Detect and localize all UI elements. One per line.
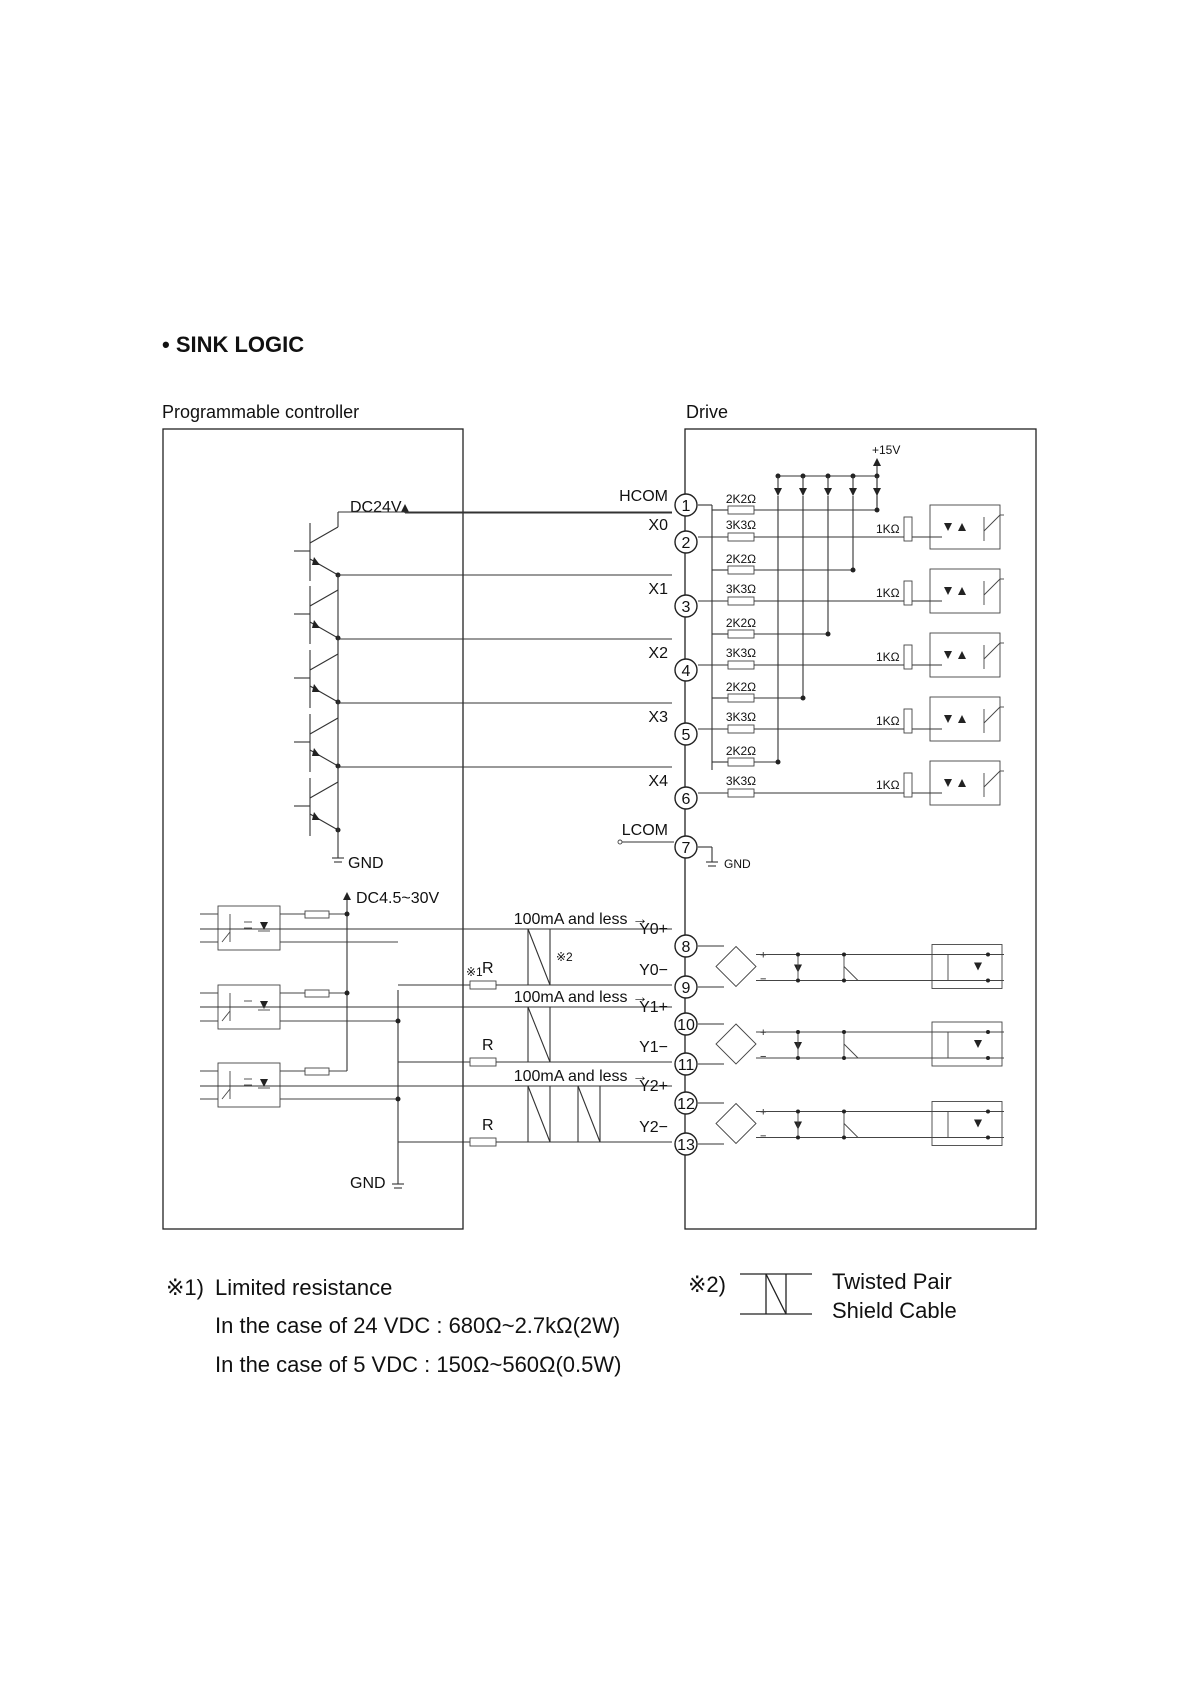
- transistor-arrow-1: [312, 620, 320, 628]
- y2-opto-led: [974, 1120, 982, 1128]
- current-limit-label-1: 100mA and less →: [513, 989, 648, 1006]
- x0-resistor-3k3: [728, 533, 754, 541]
- plus15-label: +15V: [872, 443, 901, 457]
- x1-opto-led: [944, 587, 952, 595]
- limit-resistor-0: [470, 981, 496, 989]
- receiver-resistor-0: [305, 911, 329, 918]
- gnd-junction-1: [396, 1097, 401, 1102]
- note2-line2: Shield Cable: [832, 1298, 957, 1323]
- x3-opto-collector: [984, 707, 1000, 723]
- drive-label: Drive: [686, 402, 729, 422]
- x4-1k-label: 1KΩ: [876, 778, 900, 792]
- x1-pullup-junction: [851, 568, 856, 573]
- x4-resistor-3k3: [728, 789, 754, 797]
- y1-opto-led: [974, 1040, 982, 1048]
- gnd-label-input: GND: [348, 855, 384, 872]
- x3-resistor-2k2: [728, 694, 754, 702]
- dc45-label: DC4.5~30V: [356, 890, 440, 907]
- y1-plus-sign: +: [760, 1027, 767, 1039]
- terminal-7-number: 7: [681, 840, 691, 857]
- x4-2k2-label: 2K2Ω: [725, 744, 757, 758]
- x3-opto-led2: [958, 715, 966, 723]
- x1-opto-led2: [958, 587, 966, 595]
- terminal-8-number: 8: [681, 939, 691, 956]
- resistor-note-mark: ※1: [466, 965, 483, 979]
- x3-1k-label: 1KΩ: [876, 714, 900, 728]
- terminal-2-name: X0: [648, 517, 668, 534]
- dc24v-label: DC24V: [350, 499, 402, 516]
- x2-opto-led: [944, 651, 952, 659]
- y1-optocoupler: [932, 1022, 1002, 1066]
- limit-resistor-2: [470, 1138, 496, 1146]
- y1-node-top-2: [986, 1030, 990, 1034]
- receiver-resistor-1: [305, 990, 329, 997]
- y0-plus-sign: +: [760, 949, 767, 962]
- x4-opto-led2: [958, 779, 966, 787]
- x2-opto-collector: [984, 643, 1000, 659]
- twist-b-2: [528, 1086, 550, 1142]
- terminal-1-name: HCOM: [619, 488, 668, 505]
- transistor-collector-2: [310, 654, 338, 670]
- y1-minus-sign: −: [760, 1051, 767, 1063]
- y2-bridge-rectifier: [716, 1104, 756, 1144]
- x1-1k-label: 1KΩ: [876, 586, 900, 600]
- x4-opto-collector: [984, 771, 1000, 787]
- pullup-arrow-1: [799, 488, 807, 496]
- limit-resistor-label-2: R: [482, 1117, 494, 1134]
- gnd-junction-0: [396, 1019, 401, 1024]
- x0-3k3-label: 3K3Ω: [725, 518, 757, 532]
- dc45-junction-1: [345, 991, 350, 996]
- y0-transistor-emitter: [844, 967, 858, 981]
- x1-resistor-1k: [904, 581, 912, 605]
- x0-opto-collector: [984, 515, 1000, 531]
- x0-optocoupler: [930, 505, 1000, 549]
- receiver-resistor-2: [305, 1068, 329, 1075]
- y1-node-bot-2: [986, 1056, 990, 1060]
- terminal-6-name: X4: [648, 773, 668, 790]
- x0-2k2-label: 2K2Ω: [725, 492, 757, 506]
- x1-opto-collector: [984, 579, 1000, 595]
- x0-opto-led: [944, 523, 952, 531]
- terminal-6-number: 6: [681, 791, 691, 808]
- limit-resistor-label-1: R: [482, 1037, 494, 1054]
- x2-optocoupler: [930, 633, 1000, 677]
- y0-bridge-rectifier: [716, 947, 756, 987]
- x0-1k-label: 1KΩ: [876, 522, 900, 536]
- y1-node-bot-1: [842, 1056, 846, 1060]
- terminal-5-number: 5: [681, 727, 691, 744]
- terminal-3-number: 3: [681, 599, 691, 616]
- terminal-9-name: Y0−: [639, 962, 668, 979]
- y1-transistor-emitter: [844, 1044, 858, 1058]
- limit-resistor-label-0: R: [482, 960, 494, 977]
- receiver-led-1: [260, 1001, 268, 1009]
- receiver-emitter-2: [222, 1089, 230, 1099]
- x0-resistor-1k: [904, 517, 912, 541]
- x4-optocoupler: [930, 761, 1000, 805]
- terminal-1-number: 1: [681, 498, 691, 515]
- pullup-arrow-2: [824, 488, 832, 496]
- dc45-junction-0: [345, 912, 350, 917]
- x2-3k3-label: 3K3Ω: [725, 646, 757, 660]
- y2-node-bot-2: [986, 1136, 990, 1140]
- x1-resistor-2k2: [728, 566, 754, 574]
- pullup-arrow-3: [849, 488, 857, 496]
- y2-node-bot-1: [842, 1136, 846, 1140]
- x3-2k2-label: 2K2Ω: [725, 680, 757, 694]
- controller-input-section: [294, 499, 672, 907]
- x1-optocoupler: [930, 569, 1000, 613]
- terminal-13-name: Y2−: [639, 1119, 668, 1136]
- x1-3k3-label: 3K3Ω: [725, 582, 757, 596]
- notes-section: [166, 1269, 957, 1377]
- note1-line1: In the case of 24 VDC : 680Ω~2.7kΩ(2W): [215, 1313, 621, 1338]
- x3-resistor-3k3: [728, 725, 754, 733]
- terminal-4-number: 4: [681, 663, 691, 680]
- note1-title: Limited resistance: [215, 1275, 393, 1300]
- x3-resistor-1k: [904, 709, 912, 733]
- y2-minus-sign: −: [760, 1130, 767, 1143]
- terminal-4-name: X2: [648, 645, 668, 662]
- terminal-11-name: Y1−: [639, 1039, 668, 1056]
- terminal-11-number: 11: [677, 1057, 695, 1074]
- transistor-arrow-3: [312, 748, 320, 756]
- diagram-heading: • SINK LOGIC: [162, 332, 305, 357]
- transistor-arrow-0: [312, 557, 320, 565]
- current-limit-label-0: 100mA and less →: [513, 911, 648, 928]
- y1-bridge-rectifier: [716, 1024, 756, 1064]
- y2-node-top-2: [986, 1110, 990, 1114]
- terminal-10-name: Y1+: [639, 999, 668, 1016]
- y2-transistor-emitter: [844, 1124, 858, 1138]
- y0-minus-sign: −: [760, 973, 767, 986]
- x1-resistor-3k3: [728, 597, 754, 605]
- y0-node-bot-2: [986, 979, 990, 983]
- gnd-label-drive: GND: [724, 857, 751, 871]
- transistor-collector-1: [310, 590, 338, 606]
- transistor-arrow-4: [312, 812, 320, 820]
- y0-optocoupler: [932, 945, 1002, 989]
- x4-resistor-1k: [904, 773, 912, 797]
- receiver-emitter-1: [222, 1011, 230, 1021]
- x2-2k2-label: 2K2Ω: [725, 616, 757, 630]
- transistor-collector-3: [310, 718, 338, 734]
- x4-pullup-junction: [776, 760, 781, 765]
- gnd-label-output: GND: [350, 1175, 386, 1192]
- terminal-13-number: 13: [677, 1137, 695, 1154]
- lcom-open: [618, 840, 622, 844]
- twist-e-2: [578, 1086, 600, 1142]
- note1-mark: ※1): [166, 1275, 204, 1300]
- x2-resistor-3k3: [728, 661, 754, 669]
- note2-line1: Twisted Pair: [832, 1269, 952, 1294]
- x2-opto-led2: [958, 651, 966, 659]
- pullup-arrow-4: [873, 488, 881, 496]
- terminal-12-number: 12: [677, 1096, 695, 1113]
- terminal-9-number: 9: [681, 980, 691, 997]
- terminal-12-name: Y2+: [639, 1078, 668, 1095]
- y2-node-top-1: [842, 1110, 846, 1114]
- x4-opto-led: [944, 779, 952, 787]
- y2-node-bot-0: [796, 1136, 800, 1140]
- x0-resistor-2k2: [728, 506, 754, 514]
- twist-b-1: [528, 1007, 550, 1062]
- drive-output-section: [698, 945, 1004, 1146]
- controller-box: [163, 429, 463, 1229]
- controller-output-section: [200, 900, 672, 1176]
- x4-3k3-label: 3K3Ω: [725, 774, 757, 788]
- y0-node-bot-1: [842, 979, 846, 983]
- y0-opto-led: [974, 963, 982, 971]
- x3-opto-led: [944, 715, 952, 723]
- x2-1k-label: 1KΩ: [876, 650, 900, 664]
- twisted-pair-symbol: [740, 1274, 812, 1314]
- x3-optocoupler: [930, 697, 1000, 741]
- controller-label: Programmable controller: [162, 402, 360, 422]
- x0-opto-led2: [958, 523, 966, 531]
- note2-mark: ※2): [688, 1272, 726, 1297]
- y2-node-top-0: [796, 1110, 800, 1114]
- pullup-arrow-0: [774, 488, 782, 496]
- terminal-3-name: X1: [648, 581, 668, 598]
- y2-plus-sign: +: [760, 1106, 767, 1119]
- terminal-10-number: 10: [677, 1017, 695, 1034]
- x3-3k3-label: 3K3Ω: [725, 710, 757, 724]
- x1-2k2-label: 2K2Ω: [725, 552, 757, 566]
- transistor-arrow-2: [312, 684, 320, 692]
- x0-pullup-junction: [875, 508, 880, 513]
- x2-resistor-2k2: [728, 630, 754, 638]
- note1-line2: In the case of 5 VDC : 150Ω~560Ω(0.5W): [215, 1352, 622, 1377]
- y0-node-top-1: [842, 953, 846, 957]
- terminal-8-name: Y0+: [639, 921, 668, 938]
- x3-pullup-junction: [801, 696, 806, 701]
- y0-node-bot-0: [796, 979, 800, 983]
- x4-resistor-2k2: [728, 758, 754, 766]
- receiver-emitter-0: [222, 932, 230, 942]
- y0-node-top-0: [796, 953, 800, 957]
- transistor-collector-0: [310, 527, 338, 543]
- twisted-note-mark: ※2: [556, 950, 573, 964]
- y0-node-top-2: [986, 953, 990, 957]
- x2-pullup-junction: [826, 632, 831, 637]
- x2-resistor-1k: [904, 645, 912, 669]
- limit-resistor-1: [470, 1058, 496, 1066]
- terminal-5-name: X3: [648, 709, 668, 726]
- current-limit-label-2: 100mA and less →: [513, 1068, 648, 1085]
- transistor-collector-4: [310, 782, 338, 798]
- twist-b-0: [528, 929, 550, 985]
- y1-node-bot-0: [796, 1056, 800, 1060]
- y1-node-top-0: [796, 1030, 800, 1034]
- y2-optocoupler: [932, 1102, 1002, 1146]
- y1-node-top-1: [842, 1030, 846, 1034]
- terminal-2-number: 2: [681, 535, 691, 552]
- terminal-7-name: LCOM: [621, 822, 668, 839]
